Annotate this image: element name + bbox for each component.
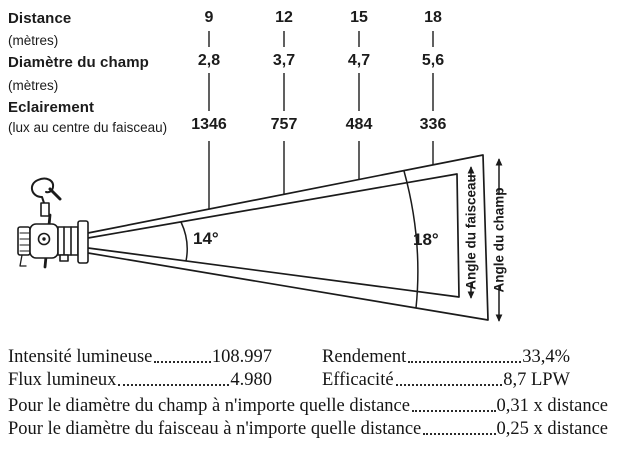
stat-intensite <box>8 347 272 368</box>
dot-leader <box>423 433 495 435</box>
stat-value: 8,7 LPW <box>503 370 570 390</box>
row-label-eclairement: Eclairement <box>8 99 95 116</box>
row-sublabel-eclairement: (lux au centre du faisceau) <box>8 120 168 135</box>
barrel <box>58 227 78 255</box>
beam-angle-arc <box>181 222 187 261</box>
column-connectors <box>209 31 433 209</box>
field-angle-value: 18° <box>413 230 439 249</box>
field-diameter-value: 3,7 <box>272 52 296 69</box>
formula-label: Pour le diamètre du faisceau à n'importe quelle distance <box>8 419 422 439</box>
c-clamp-icon <box>32 179 53 206</box>
stat-value: 108.997 <box>211 347 272 367</box>
field-angle-label: Angle du champ <box>491 187 507 293</box>
formula-value: 0,25 x distance <box>496 419 608 439</box>
beam-angle-value: 14° <box>193 229 219 248</box>
row-label-distance: Distance <box>8 10 72 27</box>
dot-leader <box>396 384 503 386</box>
stat-efficacite <box>322 370 570 391</box>
cable <box>20 255 26 266</box>
illuminance-value: 757 <box>270 116 298 133</box>
stat-value: 33,4% <box>522 347 570 367</box>
illuminance-value: 484 <box>345 116 373 133</box>
stat-label: Flux lumineux <box>8 370 117 390</box>
dot-leader <box>118 384 229 386</box>
dot-leader <box>154 361 211 363</box>
dot-leader <box>408 361 521 363</box>
field-diameter-value: 5,6 <box>421 52 445 69</box>
illuminance-value: 336 <box>419 116 447 133</box>
stat-flux <box>8 370 272 391</box>
clamp-bolt <box>50 189 60 199</box>
beam-angle-label: Angle du faisceau <box>463 174 479 290</box>
distance-value: 12 <box>275 9 293 26</box>
lens-flange <box>78 221 88 263</box>
stat-rendement <box>322 347 570 368</box>
formula-value: 0,31 x distance <box>496 396 608 416</box>
field-diameter-value: 2,8 <box>197 52 221 69</box>
illuminance-value: 1346 <box>191 116 227 133</box>
row-label-diametre: Diamètre du champ <box>8 54 149 71</box>
formula-faisceau <box>8 419 608 440</box>
formula-label: Pour le diamètre du champ à n'importe quelle distance <box>8 396 410 416</box>
stat-label: Intensité lumineuse <box>8 347 153 367</box>
dot-leader <box>412 410 496 412</box>
distance-value: 9 <box>204 9 214 26</box>
stat-value: 4.980 <box>230 370 272 390</box>
focus-knob <box>60 255 68 261</box>
row-sublabel-diametre: (mètres) <box>8 78 59 93</box>
formula-champ <box>8 396 608 417</box>
stat-label: Rendement <box>322 347 407 367</box>
stat-label: Efficacité <box>322 370 394 390</box>
field-diameter-value: 4,7 <box>347 52 371 69</box>
yoke-stem <box>41 203 49 216</box>
row-sublabel-distance: (mètres) <box>8 33 59 48</box>
distance-value: 15 <box>350 9 368 26</box>
distance-value: 18 <box>424 9 442 26</box>
spotlight-fixture <box>18 179 88 267</box>
